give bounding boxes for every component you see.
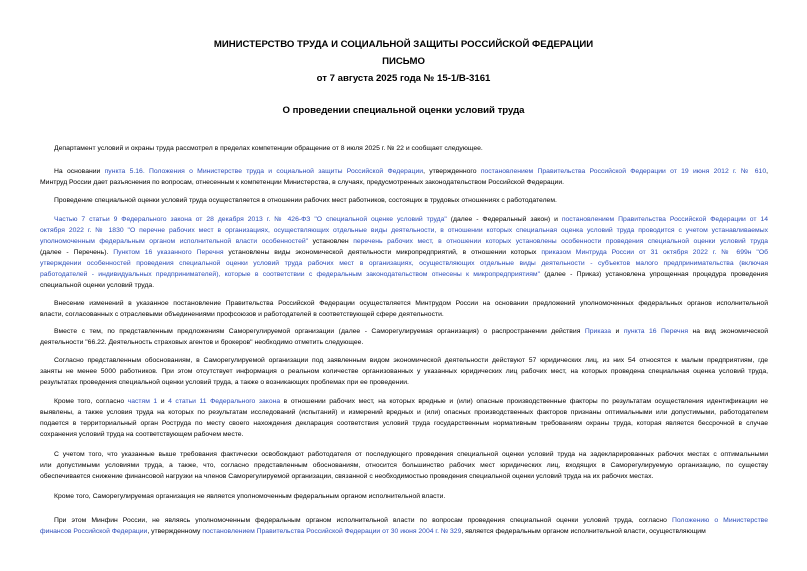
paragraph-line xyxy=(40,166,768,177)
paragraph xyxy=(40,298,768,320)
paragraph-line xyxy=(40,377,768,388)
paragraph-text: Согласно представленным обоснованиям, в Саморегулируемой организации под заявленным видом экономической деятельности действуют 57 юридических лиц, из них 54 относятся к малым предприятиям, где xyxy=(54,357,768,364)
paragraph-line xyxy=(40,258,768,269)
document-link[interactable]: финансов Российской Федерации xyxy=(40,528,148,535)
paragraph-text: , xyxy=(766,168,769,175)
paragraph-line xyxy=(40,269,768,280)
paragraph-text: На основании xyxy=(54,168,105,175)
document-link[interactable]: 4 статьи 11 Федерального закона xyxy=(168,398,281,405)
document-link[interactable]: уполномоченным федеральным органом исполнительной власти особенностей" xyxy=(40,238,309,245)
paragraph-text: в отношении рабочих мест, на которых вредные и (или) опасные производственные факторы по результатам осуществления идентификации не xyxy=(280,398,769,405)
paragraph-text: и xyxy=(611,328,624,335)
paragraph-text: установлены виды экономической деятельности микропредприятий, в отношении которых xyxy=(223,249,542,256)
document-link[interactable]: постановлением Правительства Российской Федерации от 30 июня 2004 г. № 329 xyxy=(202,528,462,535)
paragraph xyxy=(40,326,768,348)
document-link[interactable]: работодателей - индивидуальных предпринимателей), которые в соответствии с федеральным законодательством отнесены к микропредприятиям" xyxy=(40,271,540,278)
paragraph-text: и xyxy=(157,398,169,405)
paragraph-text: результатах проведения специальной оценки условий труда, а также о возникающих проблемах при ее проведении. xyxy=(40,379,409,386)
document-link[interactable]: перечень рабочих мест, в отношении которых установлены особенности проведения специальной оценки условий труда xyxy=(353,238,768,245)
paragraph-text: Кроме того, согласно xyxy=(54,398,128,405)
paragraph-line xyxy=(40,366,768,377)
paragraph xyxy=(40,491,768,502)
paragraph-text: При этом Минфин России, не являясь уполномоченным федеральным органом исполнительной власти по вопросам проведения специальной оценки условий труда, согласно xyxy=(54,517,673,524)
paragraph-text: Проведение специальной оценки условий труда осуществляется в отношении рабочих мест работников, состоящих в трудовых отношениях с работодателем. xyxy=(54,197,557,204)
document-link[interactable]: Приказа xyxy=(584,328,612,335)
paragraph-text: выявлены, а также условия труда на которых по результатам исследований (испытаний) и измерений вредных и (или) опасных производственных факторов признаны оптимальными или допустимыми, работодателем xyxy=(40,409,768,416)
paragraph-line xyxy=(40,177,768,188)
paragraph-line xyxy=(40,449,768,460)
ministry-heading: МИНИСТЕРСТВО ТРУДА И СОЦИАЛЬНОЙ ЗАЩИТЫ РОССИЙСКОЙ ФЕДЕРАЦИИ xyxy=(213,39,594,50)
paragraph-line xyxy=(40,396,768,407)
paragraph-text: деятельности "66.22. Деятельность страховых агентов и брокеров" необходимо отметить следующее. xyxy=(40,339,364,346)
paragraph-text: заняты не менее 5000 работников. При этом отсутствует информация о реальном количестве организованных у указанных юридических лиц рабочих мест, на которых проведена специальная оценка условий труда, xyxy=(40,368,768,375)
document-link[interactable]: частям 1 xyxy=(127,398,158,405)
paragraph xyxy=(40,449,768,482)
paragraph-text: сохранения условий труда на соответствующем рабочем месте. xyxy=(40,431,244,438)
paragraph-text: (далее - Перечень). xyxy=(40,249,114,256)
document-link[interactable]: Пунктом 16 указанного Перечня xyxy=(113,249,224,256)
paragraph-text: на вид экономической xyxy=(688,328,769,335)
paragraph-text: Вместе с тем, по представленным предложениям Саморегулируемой организации (далее - Саморегулируемая организация) о распространении действия xyxy=(54,328,585,335)
paragraph-line xyxy=(40,309,768,320)
paragraph-text: или допустимыми условиями труда, а также, что, согласно представленным обоснованиям, относится большинство рабочих мест юридических лиц, входящих в Саморегулируемую организацию, по существу xyxy=(40,462,768,469)
paragraph-text: Кроме того, Саморегулируемая организация не является уполномоченным федеральным органом исполнительной власти. xyxy=(54,493,446,500)
paragraph xyxy=(40,355,768,388)
paragraph xyxy=(40,195,768,206)
paragraph xyxy=(40,143,768,154)
document-type: ПИСЬМО xyxy=(382,56,425,67)
paragraph-text: Минтруд России дает разъяснения по вопросам, отнесенным к компетенции Министерства, в случаях, предусмотренных законодательством Российской Федерации. xyxy=(40,179,565,186)
paragraph-text: (далее - Приказ) установлена упрощенная процедура проведения xyxy=(539,271,768,278)
paragraph-line xyxy=(40,526,768,537)
paragraph-line xyxy=(40,418,768,429)
document-link[interactable]: утверждении особенностей проведения специальной оценки условий труда рабочих мест в организациях, осуществляющих отдельные виды деятельности - субъектов малого предпринимательства (включая xyxy=(40,260,768,267)
document-link[interactable]: постановлением Правительства Российской Федерации от 14 xyxy=(561,216,769,223)
paragraph xyxy=(40,166,768,188)
paragraph-line xyxy=(40,429,768,440)
paragraph-line xyxy=(40,491,768,502)
paragraph-line xyxy=(40,355,768,366)
paragraph-line xyxy=(40,225,768,236)
paragraph-text: Департамент условий и охраны труда рассмотрел в пределах компетенции обращение от 8 июля 2025 г. № 22 и сообщает следующее. xyxy=(54,145,483,152)
paragraph-text: подается в территориальный орган Роструда по месту своего нахождения декларация соответствия условий труда государственным нормативным требованиям охраны труда, которая является бессрочной в случае xyxy=(40,420,768,427)
paragraph-line xyxy=(40,143,768,154)
paragraph-line xyxy=(40,236,768,247)
document-date-number: от 7 августа 2025 года № 15-1/В-3161 xyxy=(316,73,491,84)
paragraph xyxy=(40,515,768,537)
paragraph-line xyxy=(40,298,768,309)
paragraph-line xyxy=(40,247,768,258)
paragraph-text: , утвержденному xyxy=(147,528,203,535)
paragraph-line xyxy=(40,214,768,225)
paragraph-line xyxy=(40,407,768,418)
paragraph-line xyxy=(40,195,768,206)
document-link[interactable]: Частью 7 статьи 9 Федерального закона от 28 декабря 2013 г. № 426-ФЗ "О специальной оценке условий труда" xyxy=(54,216,447,223)
document-subject: О проведении специальной оценки условий труда xyxy=(282,105,525,116)
paragraph-line xyxy=(40,337,768,348)
paragraph-line xyxy=(40,515,768,526)
paragraph-text: , утвержденного xyxy=(423,168,481,175)
paragraph xyxy=(40,396,768,440)
document-link[interactable]: Положению о Министерстве xyxy=(672,517,768,524)
paragraph-text: установлен xyxy=(308,238,354,245)
document-link[interactable]: постановлением Правительства Российской Федерации от 19 июня 2012 г. № 610 xyxy=(480,168,767,175)
paragraph-text: обеспечивается снижение финансовой нагрузки на членов Саморегулируемой организации, связанной с необходимостью проведения специальной оценки условий труда на их рабочих местах. xyxy=(40,473,654,480)
document-link[interactable]: октября 2022 г. № 1830 "О перечне рабочих мест в организациях, осуществляющих отдельные виды деятельности, в отношении которых специальная оценка условий труда проводится с учетом устанавливаемых xyxy=(40,227,768,234)
paragraph-line xyxy=(40,280,768,291)
paragraph-line xyxy=(40,460,768,471)
paragraph-line xyxy=(40,471,768,482)
paragraph-text: специальной оценки условий труда. xyxy=(40,282,155,289)
paragraph-text: , является федеральным органом исполнительной власти, осуществляющим xyxy=(461,528,706,535)
paragraph-text: (далее - Федеральный закон) и xyxy=(446,216,562,223)
paragraph-text: Внесение изменений в указанное постановление Правительства Российской Федерации осуществляется Минтрудом России на основании предложений уполномоченных федеральных органов исполнительной xyxy=(54,300,768,307)
paragraph-line xyxy=(40,326,768,337)
document-link[interactable]: приказом Минтруда России от 31 октября 2022 г. № 699н "Об xyxy=(541,249,768,256)
document-link[interactable]: пункта 5.16. Положения о Министерстве труда и социальной защиты Российской Федерации xyxy=(104,168,424,175)
paragraph-text: С учетом того, что указанные выше требования фактически освобождают работодателя от последующего проведения специальной оценки условий труда на задекларированных рабочих местах с оптимальными xyxy=(54,451,768,458)
paragraph xyxy=(40,214,768,291)
document-link[interactable]: пункта 16 Перечня xyxy=(623,328,689,335)
paragraph-text: власти, согласованных с отраслевыми объединениями профсоюзов и работодателей в соответствующей сфере деятельности. xyxy=(40,311,444,318)
